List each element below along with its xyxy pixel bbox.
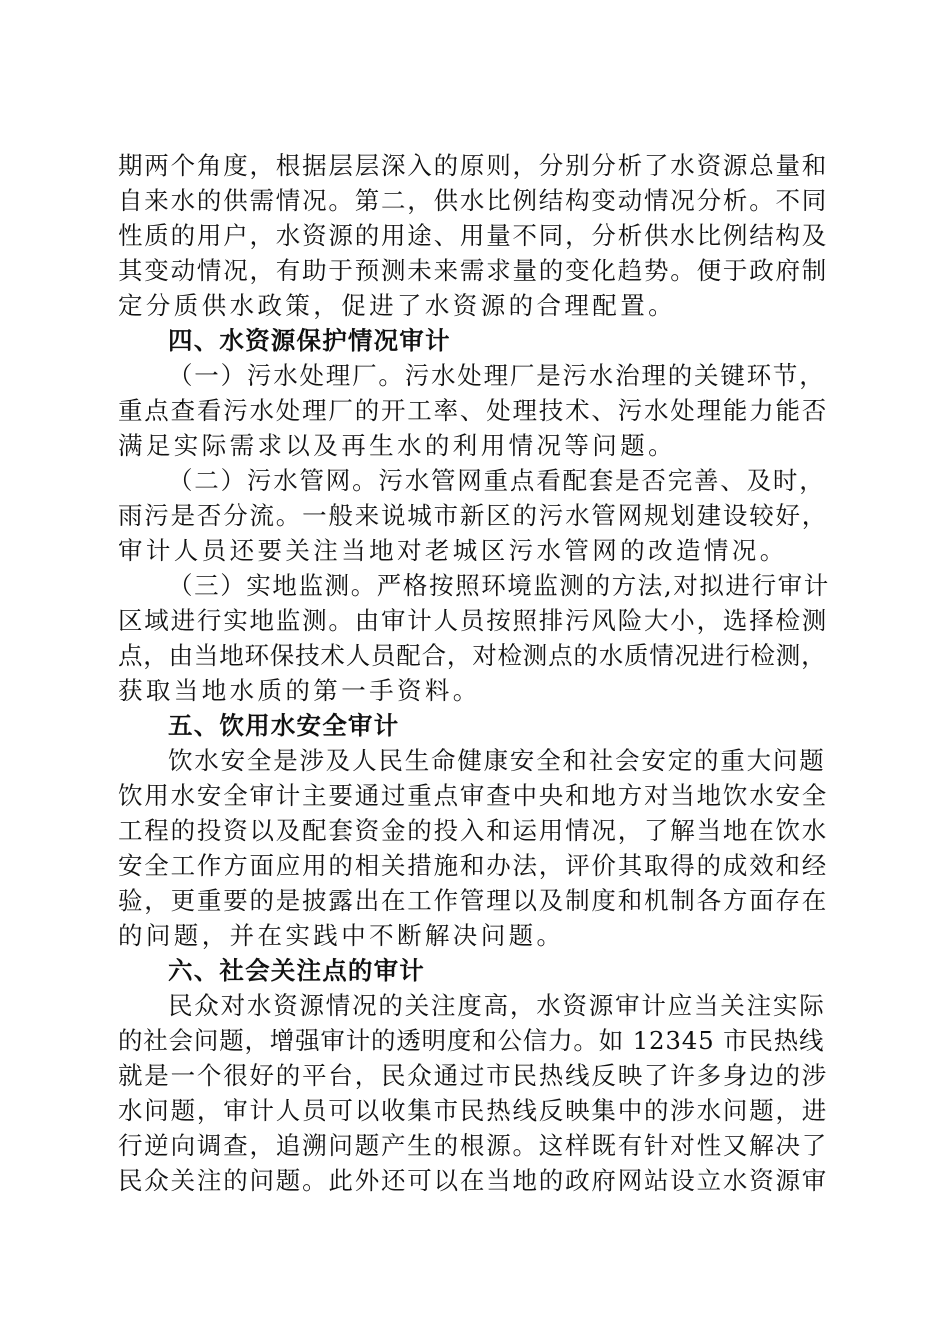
- text-line: 的问题，并在实践中不断解决问题。: [118, 921, 565, 950]
- text-line: 雨污是否分流。一般来说城市新区的污水管网规划建设较好，: [118, 501, 829, 530]
- text-line: 定分质供水政策，促进了水资源的合理配置。: [118, 291, 676, 320]
- text-line: 点，由当地环保技术人员配合，对检测点的水质情况进行检测，: [118, 641, 827, 670]
- section-heading: 六、社会关注点的审计: [168, 956, 425, 985]
- text-line: 验，更重要的是披露出在工作管理以及制度和机制各方面存在: [118, 886, 829, 915]
- text-line: 就是一个很好的平台，民众通过市民热线反映了许多身边的涉: [118, 1061, 829, 1090]
- text-line: 的社会问题，增强审计的透明度和公信力。如 12345 市民热线: [118, 1026, 825, 1055]
- document-page: [118, 148, 830, 1198]
- text-line: 其变动情况，有助于预测未来需求量的变化趋势。便于政府制: [118, 256, 829, 285]
- text-line: （三）实地监测。严格按照环境监测的方法,对拟进行审计: [168, 571, 830, 600]
- text-line: 行逆向调查，追溯问题产生的根源。这样既有针对性又解决了: [118, 1131, 829, 1160]
- text-line: 审计人员还要关注当地对老城区污水管网的改造情况。: [118, 536, 788, 565]
- text-line: 获取当地水质的第一手资料。: [118, 676, 481, 705]
- text-line: （二）污水管网。污水管网重点看配套是否完善、及时，: [168, 466, 826, 495]
- text-line: 安全工作方面应用的相关措施和办法，评价其取得的成效和经: [118, 851, 829, 880]
- section-heading: 五、饮用水安全审计: [168, 711, 400, 740]
- text-line: 期两个角度，根据层层深入的原则，分别分析了水资源总量和: [118, 151, 829, 180]
- text-line: 民众对水资源情况的关注度高，水资源审计应当关注实际: [168, 991, 826, 1020]
- text-line: 工程的投资以及配套资金的投入和运用情况，了解当地在饮水: [118, 816, 829, 845]
- text-line: （一）污水处理厂。污水处理厂是污水治理的关键环节，: [168, 361, 826, 390]
- text-line: 区域进行实地监测。由审计人员按照排污风险大小，选择检测: [118, 606, 829, 635]
- text-line: 自来水的供需情况。第二，供水比例结构变动情况分析。不同: [118, 186, 829, 215]
- text-line: 性质的用户，水资源的用途、用量不同，分析供水比例结构及: [118, 221, 829, 250]
- text-line: 饮用水安全审计主要通过重点审查中央和地方对当地饮水安全: [118, 781, 829, 810]
- text-line: 重点查看污水处理厂的开工率、处理技术、污水处理能力能否: [118, 396, 829, 425]
- text-line: 满足实际需求以及再生水的利用情况等问题。: [118, 431, 676, 460]
- text-line: 水问题，审计人员可以收集市民热线反映集中的涉水问题，进: [118, 1096, 829, 1125]
- section-heading: 四、水资源保护情况审计: [168, 326, 451, 355]
- text-line: 饮水安全是涉及人民生命健康安全和社会安定的重大问题: [168, 746, 826, 775]
- text-line: 民众关注的问题。此外还可以在当地的政府网站设立水资源审: [118, 1166, 829, 1195]
